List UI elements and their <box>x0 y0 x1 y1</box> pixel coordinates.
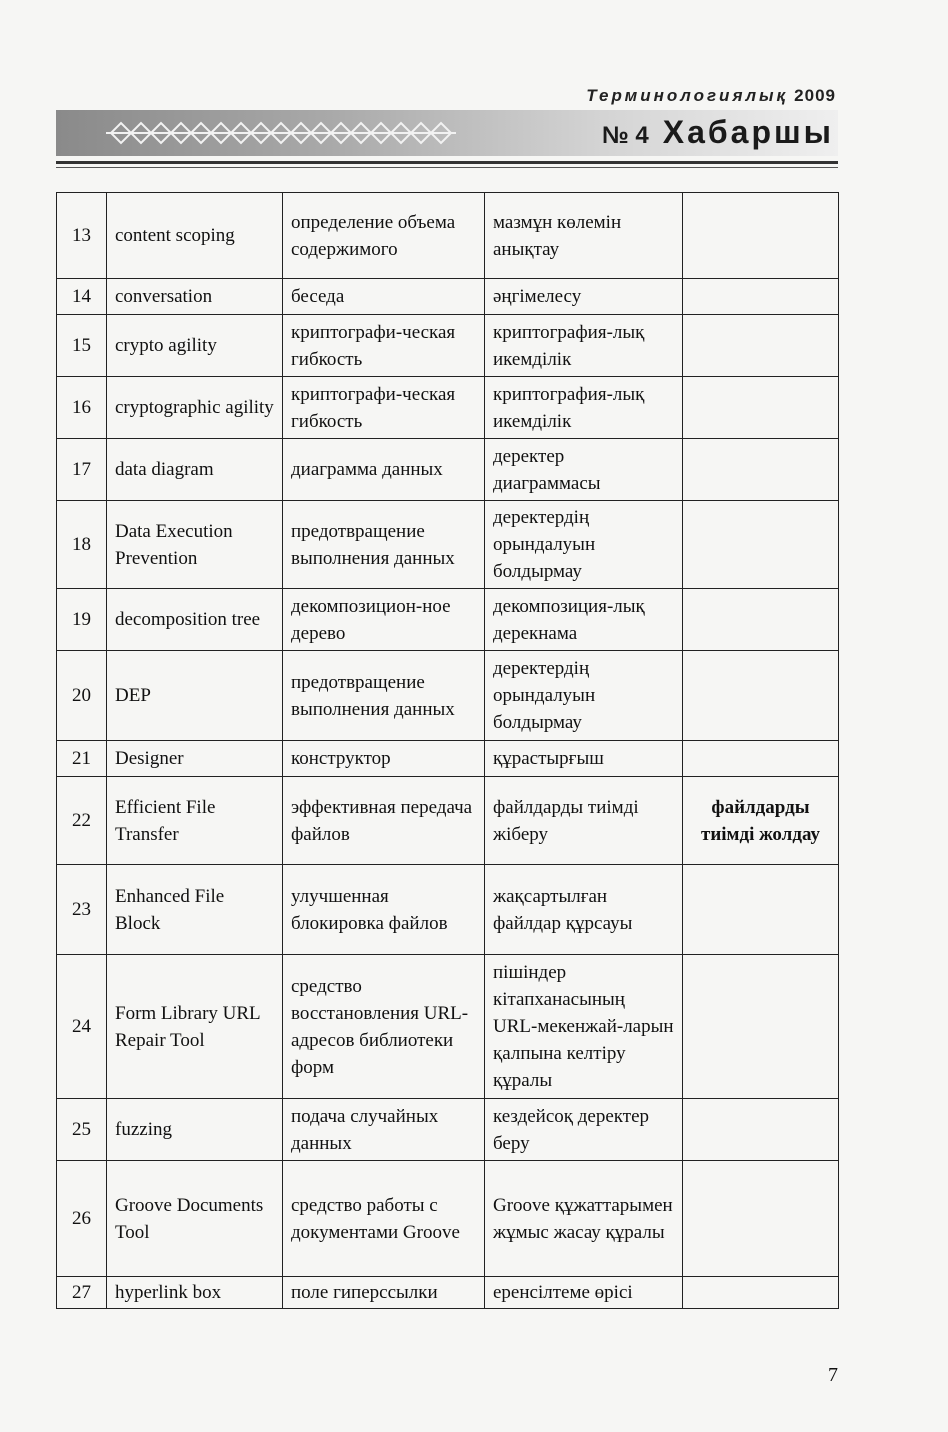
term-number: 24 <box>57 955 107 1099</box>
table-row <box>57 651 839 741</box>
table-row <box>57 1099 839 1161</box>
term-note <box>683 955 839 1099</box>
term-russian: диаграмма данных <box>283 439 485 501</box>
term-number: 14 <box>57 279 107 315</box>
term-note <box>683 1277 839 1309</box>
term-english: data diagram <box>107 439 283 501</box>
term-note <box>683 315 839 377</box>
term-english: Groove Documents Tool <box>107 1161 283 1277</box>
term-number: 16 <box>57 377 107 439</box>
term-note <box>683 1099 839 1161</box>
term-note <box>683 279 839 315</box>
banner-title <box>602 114 834 151</box>
table-row <box>57 193 839 279</box>
table-row <box>57 865 839 955</box>
header-rule-thin <box>56 167 838 168</box>
table-row <box>57 1161 839 1277</box>
terms-table <box>56 192 839 1309</box>
term-note <box>683 439 839 501</box>
term-english: Efficient File Transfer <box>107 777 283 865</box>
table-row <box>57 955 839 1099</box>
journal-title: Хабаршы <box>662 114 834 150</box>
term-english: fuzzing <box>107 1099 283 1161</box>
term-number: 13 <box>57 193 107 279</box>
term-kazakh: деректердің орындалуын болдырмау <box>485 501 683 589</box>
table-row <box>57 279 839 315</box>
term-russian: конструктор <box>283 741 485 777</box>
term-english: decomposition tree <box>107 589 283 651</box>
issue-number: № 4 <box>601 122 649 149</box>
term-note <box>683 193 839 279</box>
term-russian: поле гиперссылки <box>283 1277 485 1309</box>
term-russian: криптографи-ческая гибкость <box>283 377 485 439</box>
term-number: 18 <box>57 501 107 589</box>
term-kazakh: криптография-лық икемділік <box>485 377 683 439</box>
journal-year: 2009 <box>794 86 836 105</box>
term-russian: предотвращение выполнения данных <box>283 501 485 589</box>
term-kazakh: әңгімелесу <box>485 279 683 315</box>
journal-header <box>586 86 836 106</box>
term-english: hyperlink box <box>107 1277 283 1309</box>
table-row <box>57 377 839 439</box>
term-kazakh: деректердің орындалуын болдырмау <box>485 651 683 741</box>
journal-name: Терминологиялық <box>586 86 789 105</box>
term-russian: подача случайных данных <box>283 1099 485 1161</box>
term-russian: декомпозицион-ное дерево <box>283 589 485 651</box>
term-note: файлдарды тиімді жолдау <box>683 777 839 865</box>
term-note <box>683 651 839 741</box>
term-english: DEP <box>107 651 283 741</box>
term-english: Designer <box>107 741 283 777</box>
term-note <box>683 1161 839 1277</box>
term-number: 27 <box>57 1277 107 1309</box>
term-english: crypto agility <box>107 315 283 377</box>
term-russian: предотвращение выполнения данных <box>283 651 485 741</box>
table-row <box>57 501 839 589</box>
term-english: Data Execution Prevention <box>107 501 283 589</box>
term-russian: беседа <box>283 279 485 315</box>
term-russian: определение объема содержимого <box>283 193 485 279</box>
term-english: Form Library URL Repair Tool <box>107 955 283 1099</box>
table-row <box>57 439 839 501</box>
terms-table-body <box>57 193 839 1309</box>
term-note <box>683 501 839 589</box>
term-kazakh: жақсартылған файлдар құрсауы <box>485 865 683 955</box>
term-kazakh: құрастырғыш <box>485 741 683 777</box>
term-number: 20 <box>57 651 107 741</box>
term-kazakh: еренсілтеме өрісі <box>485 1277 683 1309</box>
term-kazakh: пішіндер кітапханасының URL-мекенжай-ларын қалпына келтіру құралы <box>485 955 683 1099</box>
term-note <box>683 589 839 651</box>
term-number: 15 <box>57 315 107 377</box>
term-number: 19 <box>57 589 107 651</box>
term-russian: криптографи-ческая гибкость <box>283 315 485 377</box>
term-english: content scoping <box>107 193 283 279</box>
term-kazakh: декомпозиция-лық дерекнама <box>485 589 683 651</box>
term-kazakh: криптография-лық икемділік <box>485 315 683 377</box>
term-kazakh: кездейсоқ деректер беру <box>485 1099 683 1161</box>
table-row <box>57 741 839 777</box>
term-russian: улучшенная блокировка файлов <box>283 865 485 955</box>
term-number: 22 <box>57 777 107 865</box>
table-row <box>57 589 839 651</box>
term-russian: эффективная передача файлов <box>283 777 485 865</box>
term-english: Enhanced File Block <box>107 865 283 955</box>
term-english: conversation <box>107 279 283 315</box>
ornament-pattern-icon <box>106 118 456 148</box>
term-kazakh: деректер диаграммасы <box>485 439 683 501</box>
table-row <box>57 1277 839 1309</box>
header-rule <box>56 161 838 164</box>
term-russian: средство работы с документами Groove <box>283 1161 485 1277</box>
term-note <box>683 741 839 777</box>
term-note <box>683 865 839 955</box>
term-number: 21 <box>57 741 107 777</box>
table-row <box>57 777 839 865</box>
term-note <box>683 377 839 439</box>
page-number: 7 <box>828 1364 838 1386</box>
term-russian: средство восстановления URL-адресов библиотеки форм <box>283 955 485 1099</box>
term-number: 17 <box>57 439 107 501</box>
term-number: 25 <box>57 1099 107 1161</box>
term-english: cryptographic agility <box>107 377 283 439</box>
table-row <box>57 315 839 377</box>
term-kazakh: файлдарды тиімді жіберу <box>485 777 683 865</box>
term-number: 23 <box>57 865 107 955</box>
header-banner <box>56 110 838 156</box>
term-kazakh: Groove құжаттарымен жұмыс жасау құралы <box>485 1161 683 1277</box>
term-kazakh: мазмұн көлемін анықтау <box>485 193 683 279</box>
term-number: 26 <box>57 1161 107 1277</box>
